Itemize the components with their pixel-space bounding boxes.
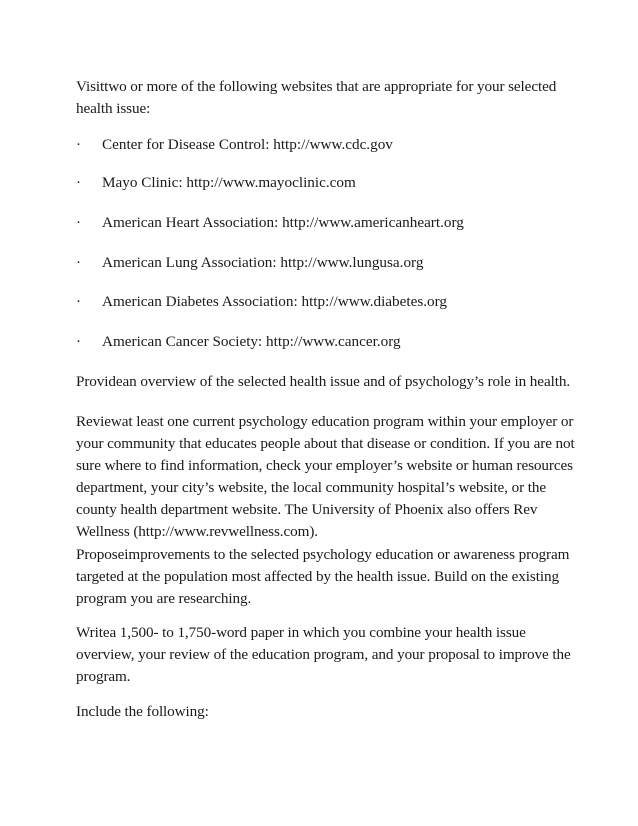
review-paragraph: Reviewat least one current psychology education program within your employer or your community that educates people about that disease or condition. If you are not sure where to find information, check your employer’s website or human resources department, your city’s website, the local community hospital’s website, or the county health department website. The University of Phoenix also offers Rev Wellness (http://www.revwellness.com). xyxy=(76,413,575,540)
bullet-dot-icon: · xyxy=(76,175,81,191)
bullet-dot-icon: · xyxy=(76,255,81,271)
website-cdc: Center for Disease Control: http://www.cdc.gov xyxy=(102,136,393,153)
bullet-dot-icon: · xyxy=(76,137,81,153)
bullet-dot-icon: · xyxy=(76,294,81,310)
propose-paragraph: Proposeimprovements to the selected psychology education or awareness program targeted at the population most affected by the health issue. Build on the existing program you are researching. xyxy=(76,546,570,607)
include-paragraph: Include the following: xyxy=(76,703,209,720)
website-cancer: American Cancer Society: http://www.cancer.org xyxy=(102,333,401,350)
website-mayo: Mayo Clinic: http://www.mayoclinic.com xyxy=(102,174,356,191)
website-diabetes: American Diabetes Association: http://www.diabetes.org xyxy=(102,293,448,310)
provide-paragraph: Providean overview of the selected health issue and of psychology’s role in health. xyxy=(76,373,571,390)
website-lung: American Lung Association: http://www.lungusa.org xyxy=(102,254,424,271)
website-heart: American Heart Association: http://www.americanheart.org xyxy=(102,214,464,231)
intro-paragraph: Visittwo or more of the following websites that are appropriate for your selected health issue: xyxy=(76,78,557,117)
bullet-dot-icon: · xyxy=(76,334,81,350)
bullet-dot-icon: · xyxy=(76,215,81,231)
write-paragraph: Writea 1,500- to 1,750-word paper in which you combine your health issue overview, your review of the education program, and your proposal to improve the program. xyxy=(76,624,571,685)
